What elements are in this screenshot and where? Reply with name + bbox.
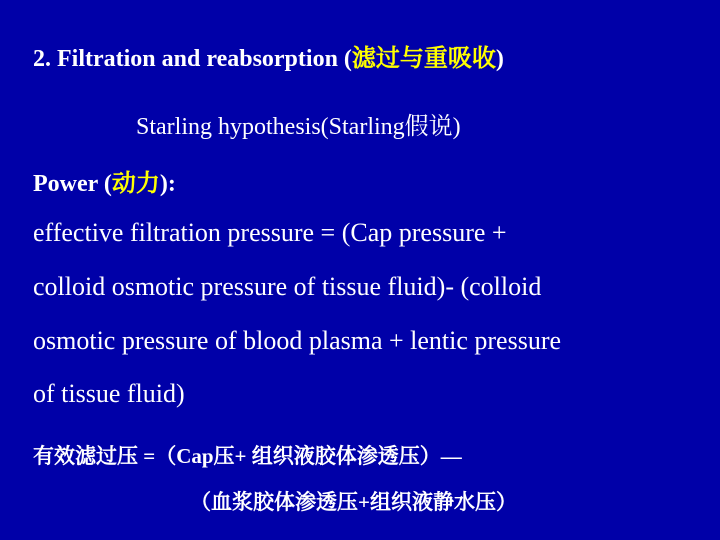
chinese-formula-line: 有效滤过压 =（Cap压+ 组织液胶体渗透压）— <box>33 444 462 468</box>
subtitle: Starling hypothesis(Starling假说) <box>136 114 461 140</box>
body-line: osmotic pressure of blood plasma + lentic pressure <box>33 326 562 355</box>
power-heading <box>33 163 176 198</box>
body-line: colloid osmotic pressure of tissue fluid)- (colloid <box>33 272 542 301</box>
body-line: of tissue fluid) <box>33 379 185 408</box>
slide-title <box>33 38 504 73</box>
title-suffix: ) <box>495 46 504 72</box>
title-prefix: 2. Filtration and reabsorption ( <box>33 46 352 72</box>
title-chinese: 滤过与重吸收 <box>351 46 496 72</box>
power-chinese: 动力 <box>111 171 160 197</box>
chinese-formula-line: （血浆胶体渗透压+组织液静水压） <box>190 490 517 514</box>
power-suffix: ): <box>159 171 176 197</box>
body-line: effective filtration pressure = (Cap pressure + <box>33 218 507 247</box>
power-prefix: Power ( <box>33 171 112 197</box>
